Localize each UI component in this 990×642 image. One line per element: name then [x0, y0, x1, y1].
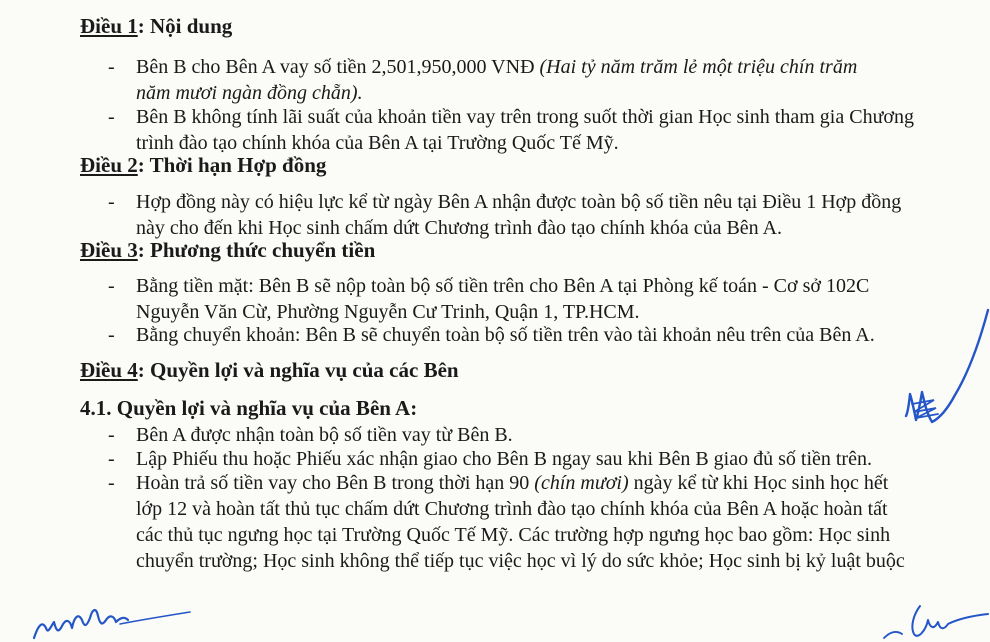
signature-mark-right [900, 300, 990, 440]
signature-bottom-right [880, 600, 990, 642]
signature-bottom-left [30, 598, 200, 642]
section-4-1-heading: 4.1. Quyền lợi và nghĩa vụ của Bên A: [80, 396, 418, 420]
article-1-heading: Điều 1: Nội dung [80, 14, 233, 38]
article-4-heading: Điều 4: Quyền lợi và nghĩa vụ của các Bên [80, 358, 459, 382]
article-2-heading: Điều 2: Thời hạn Hợp đồng [80, 153, 327, 177]
contract-page: Điều 1: Nội dung - Bên B cho Bên A vay số tiền 2,501,950,000 VNĐ (Hai tỷ năm trăm lẻ một triệu chín trăm năm mươi ngàn đồng chẵn). - Bên B không tính lãi suất của khoản tiền vay trên trong suốt thời gian Học sinh tham gia Chương trình đào tạo chính khóa của Bên A tại Trường Quốc Tế Mỹ. Điều 2: Thời hạn Hợp đồng - Hợp đồng này có hiệu lực kể từ ngày Bên A nhận được toàn bộ số tiền nêu tại Điều 1 Hợp đồng này cho đến khi Học sinh chấm dứt Chương trình đào tạo chính khóa của Bên A. Điều 3: Phương thức chuyển tiền - Bằng tiền mặt: Bên B sẽ nộp toàn bộ số tiền trên cho Bên A tại Phòng kế toán - Cơ sở 102C Nguyễn Văn Cừ, Phường Nguyễn Cư Trinh, Quận 1, TP.HCM. - Bằng chuyển khoản: Bên B sẽ chuyển toàn bộ số tiền trên vào tài khoản nêu trên của Bên A. Điều 4: Quyền lợi và nghĩa vụ của các Bên 4.1. Quyền lợi và nghĩa vụ của Bên A: - Bên A được nhận toàn bộ số tiền vay từ Bên B. - Lập Phiếu thu hoặc Phiếu xác nhận giao cho Bên B ngay sau khi Bên B giao đủ số tiền trên. - Hoàn trả số tiền vay cho Bên B trong thời hạn 90 (chín mươi) ngày kể từ khi Học sinh học hết lớp 12 và hoàn tất thủ tục chấm dứt Chương trình đào tạo chính khóa của Bên A hoặc hoàn tất các thủ tục ngưng học tại Trường Quốc Tế Mỹ. Các trường hợp ngưng học bao gồm: Học sinh chuyển trường; Học sinh không thể tiếp tục việc học vì lý do sức khỏe; Học sinh bị kỷ luật buộc [0, 0, 990, 642]
article-3-heading: Điều 3: Phương thức chuyển tiền [80, 238, 376, 262]
